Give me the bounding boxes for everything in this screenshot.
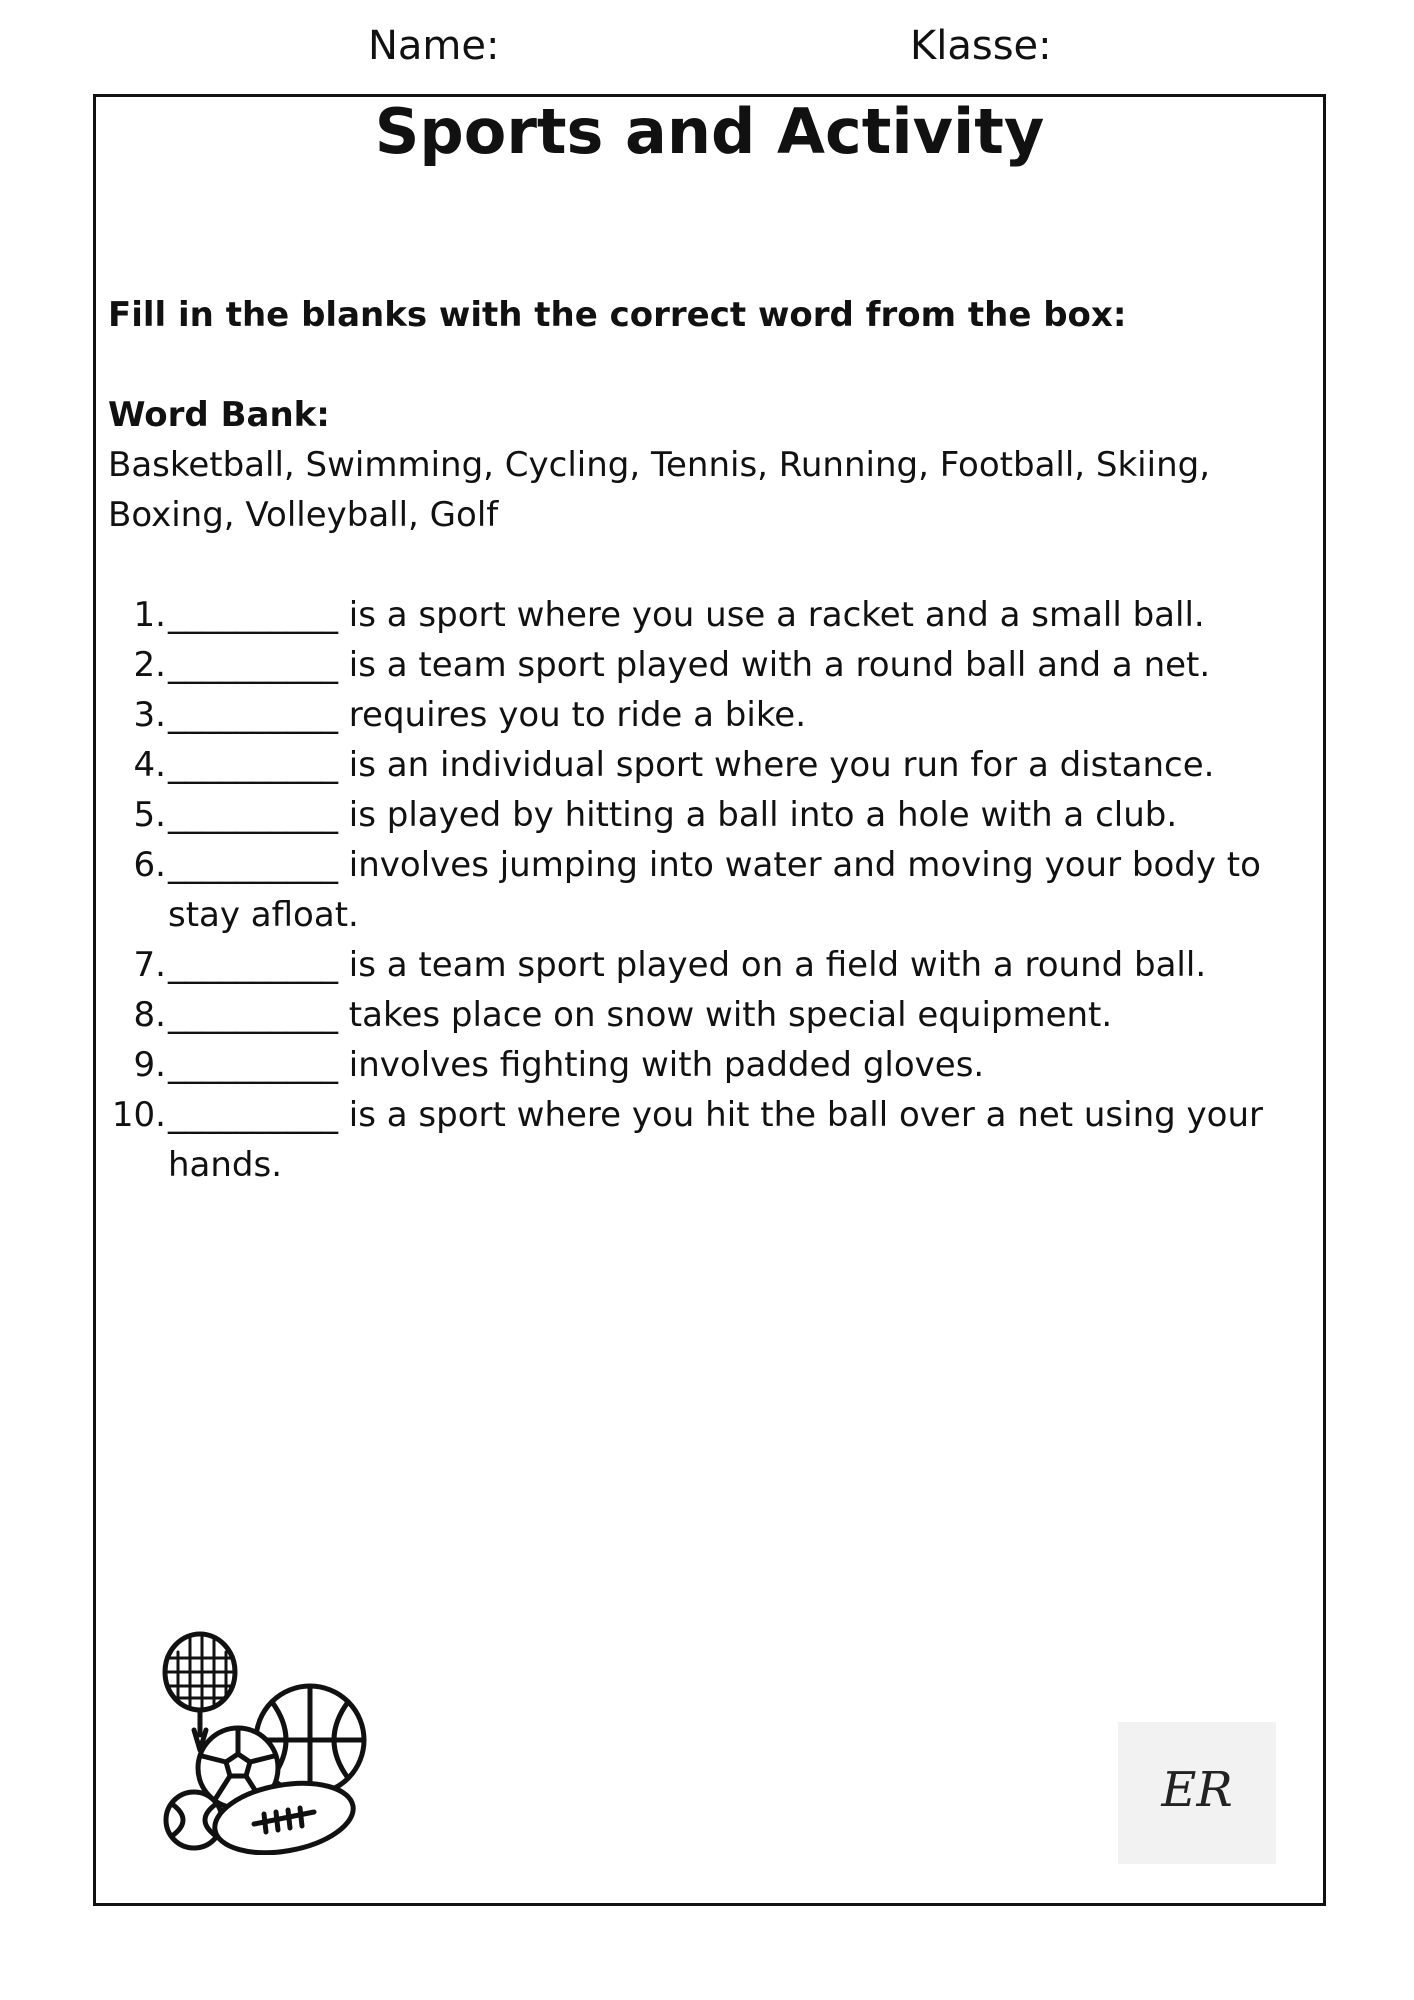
question-number: 10. [111, 1095, 166, 1135]
question-number: 8. [133, 995, 166, 1035]
question-item [108, 590, 1288, 640]
worksheet-content [108, 290, 1308, 1190]
question-number: 7. [133, 945, 166, 985]
question-item [108, 790, 1288, 840]
answer-blank[interactable]: __________ [168, 795, 338, 835]
word-bank-heading: Word Bank: [108, 395, 330, 435]
question-text: is a sport where you use a racket and a small ball. [338, 595, 1205, 635]
brand-logo [1118, 1722, 1276, 1864]
question-text: involves jumping into water and moving your body to stay afloat. [168, 845, 1261, 935]
question-text: is played by hitting a ball into a hole with a club. [338, 795, 1178, 835]
question-number: 1. [133, 595, 166, 635]
instruction-text: Fill in the blanks with the correct word from the box: [108, 295, 1127, 335]
question-item [108, 1090, 1288, 1190]
question-text: requires you to ride a bike. [338, 695, 807, 735]
question-item [108, 690, 1288, 740]
question-number: 5. [133, 795, 166, 835]
answer-blank[interactable]: __________ [168, 945, 338, 985]
question-item [108, 840, 1288, 940]
question-number: 9. [133, 1045, 166, 1085]
question-item [108, 990, 1288, 1040]
answer-blank[interactable]: __________ [168, 845, 338, 885]
answer-blank[interactable]: __________ [168, 995, 338, 1035]
word-bank-list: Basketball, Swimming, Cycling, Tennis, Running, Football, Skiing, Boxing, Volleyball, Golf [108, 445, 1211, 535]
question-number: 6. [133, 845, 166, 885]
question-item [108, 1040, 1288, 1090]
question-text: is a team sport played on a field with a round ball. [338, 945, 1207, 985]
question-item [108, 940, 1288, 990]
sports-equipment-icon [160, 1630, 380, 1855]
question-number: 4. [133, 745, 166, 785]
answer-blank[interactable]: __________ [168, 595, 338, 635]
question-item [108, 740, 1288, 790]
question-text: is an individual sport where you run for a distance. [338, 745, 1215, 785]
question-text: involves fighting with padded gloves. [338, 1045, 985, 1085]
class-label: Klasse: [910, 23, 1052, 69]
answer-blank[interactable]: __________ [168, 745, 338, 785]
answer-blank[interactable]: __________ [168, 645, 338, 685]
answer-blank[interactable]: __________ [168, 695, 338, 735]
question-item [108, 640, 1288, 690]
question-text: takes place on snow with special equipment. [338, 995, 1113, 1035]
question-list [108, 590, 1308, 1190]
question-number: 3. [133, 695, 166, 735]
worksheet-title: Sports and Activity [374, 95, 1045, 168]
answer-blank[interactable]: __________ [168, 1095, 338, 1135]
logo-text: ER [1161, 1762, 1233, 1818]
answer-blank[interactable]: __________ [168, 1045, 338, 1085]
question-text: is a team sport played with a round ball and a net. [338, 645, 1211, 685]
name-label: Name: [368, 23, 500, 69]
question-number: 2. [133, 645, 166, 685]
question-text: is a sport where you hit the ball over a net using your hands. [168, 1095, 1263, 1185]
